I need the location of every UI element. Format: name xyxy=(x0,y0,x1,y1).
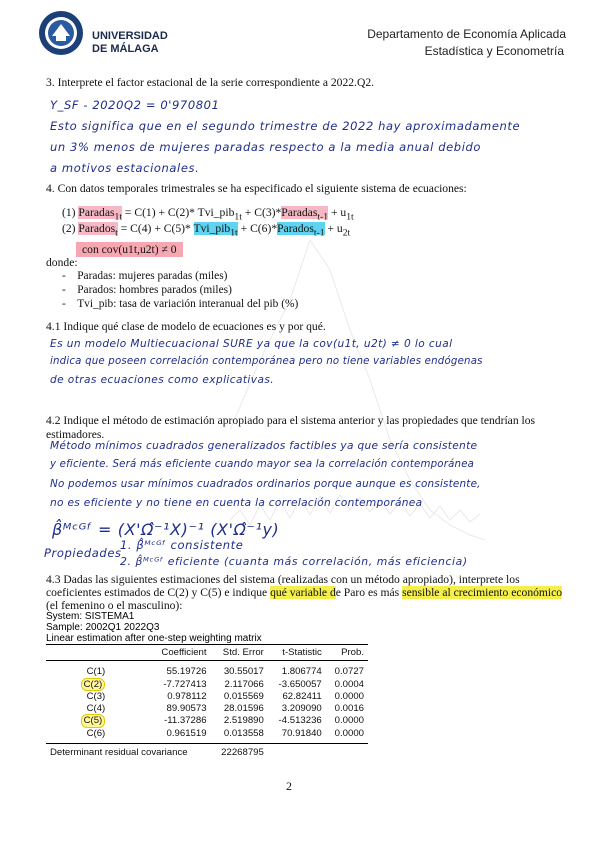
q3-answer-line-1: Y_SF - 2020Q2 = 0'970801 xyxy=(50,98,220,112)
table-row: C(3) 0.978112 0.015569 62.82411 0.0000 xyxy=(86,691,364,702)
question-4-1-text: 4.1 Indique qué clase de modelo de ecuaciones es y por qué. xyxy=(46,320,326,333)
estimation-table xyxy=(46,644,368,759)
property-1: 1. β̂ᴹᶜᴳᶠ consistente xyxy=(120,538,244,552)
highlighted-c2: C(2) xyxy=(81,678,106,692)
q42-answer-line-3: No podemos usar mínimos cuadrados ordinarios porque aunque es consistente, xyxy=(50,478,481,490)
col-header-coefficient: Coefficient xyxy=(119,645,210,661)
property-2: 2. β̂ᴹᶜᴳᶠ eficiente (cuanta más correlación, más eficiencia) xyxy=(120,555,468,568)
table-row: C(4) 89.90573 28.01596 3.209090 0.0016 xyxy=(86,702,364,714)
col-header-t-statistic: t-Statistic xyxy=(268,645,326,661)
col-header-std-error: Std. Error xyxy=(211,645,268,661)
definition-parados: - Parados: hombres parados (miles) xyxy=(62,284,232,296)
determinant-row xyxy=(46,744,368,759)
question-3-text: 3. Interprete el factor estacional de la serie correspondiente a 2022.Q2. xyxy=(46,76,375,89)
q42-answer-line-1: Método mínimos cuadrados generalizados factibles ya que sería consistente xyxy=(50,440,478,452)
output-sample: Sample: 2002Q1 2022Q3 xyxy=(46,622,160,633)
q3-answer-line-4: a motivos estacionales. xyxy=(50,161,200,175)
determinant-value: 22268795 xyxy=(211,744,268,759)
department-name: Departamento de Economía Aplicada xyxy=(367,27,566,41)
q41-answer-line-3: de otras ecuaciones como explicativas. xyxy=(50,374,275,386)
university-name-line1: UNIVERSIDAD xyxy=(92,30,168,42)
definition-paradas: - Paradas: mujeres paradas (miles) xyxy=(62,270,228,282)
question-4-3-line-1: 4.3 Dadas las siguientes estimaciones del sistema (realizadas con un método apropiado), interprete los xyxy=(46,573,520,586)
table-row: C(2) -7.727413 2.117066 -3.650057 0.0004 xyxy=(46,678,368,692)
table-row: C(1) 55.19726 30.55017 1.806774 0.0727 xyxy=(86,666,364,677)
mcgf-estimator-formula: β̂ᴹᶜᴳᶠ = (X'Ω̂⁻¹X)⁻¹ (X'Ω̂⁻¹y) xyxy=(52,520,280,539)
definition-tvi-pib: - Tvi_pib: tasa de variación interanual del pib (%) xyxy=(62,298,299,310)
q3-answer-line-2: Esto significa que en el segundo trimestre de 2022 hay aproximadamente xyxy=(50,119,521,133)
properties-label: Propiedades xyxy=(44,546,122,560)
subject-name: Estadística y Econometría xyxy=(424,44,564,58)
donde-label: donde: xyxy=(46,256,78,269)
question-4-3-line-3: (el femenino o el masculino): xyxy=(46,599,183,612)
q41-answer-line-2: indica que poseen correlación contemporánea pero no tiene variables endógenas xyxy=(50,356,483,367)
question-4-2-text: 4.2 Indique el método de estimación apropiado para el sistema anterior y las propiedades que tendrían los estimadores. xyxy=(46,414,536,441)
university-name-line2: DE MÁLAGA xyxy=(92,43,159,55)
determinant-label: Determinant residual covariance xyxy=(46,744,211,759)
equation-1: (1) Paradas$_{1t}$ = C(1) + C(2)* Tvi_pib$_{1t}$ + C(3)*Paradas$_{t-1}$ + $u_{1t}$ xyxy=(62,206,354,223)
q42-answer-line-4: no es eficiente y no tiene en cuenta la correlación contemporánea xyxy=(50,497,423,509)
highlighted-c5: C(5) xyxy=(81,714,106,728)
table-row: C(5) -11.37286 2.519890 -4.513236 0.0000 xyxy=(46,714,368,728)
university-seal-logo xyxy=(38,10,84,56)
question-4-text: 4. Con datos temporales trimestrales se ha especificado el siguiente sistema de ecuaciones: xyxy=(46,182,467,195)
output-method: Linear estimation after one-step weighting matrix xyxy=(46,633,262,644)
covariance-condition: con cov(u1t,u2t) ≠ 0 xyxy=(76,242,183,257)
table-row: C(6) 0.961519 0.013558 70.91840 0.0000 xyxy=(86,727,364,739)
q41-answer-line-1: Es un modelo Multiecuacional SURE ya que la cov(u1t, u2t) ≠ 0 lo cual xyxy=(50,338,453,350)
q3-answer-line-3: un 3% menos de mujeres paradas respecto a la media anual debido xyxy=(50,140,482,154)
page-number: 2 xyxy=(286,779,292,793)
output-system: System: SISTEMA1 xyxy=(46,611,135,622)
q42-answer-line-2: y eficiente. Será más eficiente cuando mayor sea la correlación contemporánea xyxy=(50,459,475,470)
col-header-prob: Prob. xyxy=(326,645,368,661)
table-header-row xyxy=(46,645,368,661)
question-4-3-line-2: coeficientes estimados de C(2) y C(5) e indique qué variable de Paro es más sensible al crecimiento económico xyxy=(46,586,563,599)
equation-2: (2) Parados$_t$ = C(4) + C(5)* Tvi_pib$_{1t}$ + C(6)*Parados$_{t-1}$ + $u_{2t}$ xyxy=(62,222,351,239)
col-header-variable xyxy=(46,645,119,661)
